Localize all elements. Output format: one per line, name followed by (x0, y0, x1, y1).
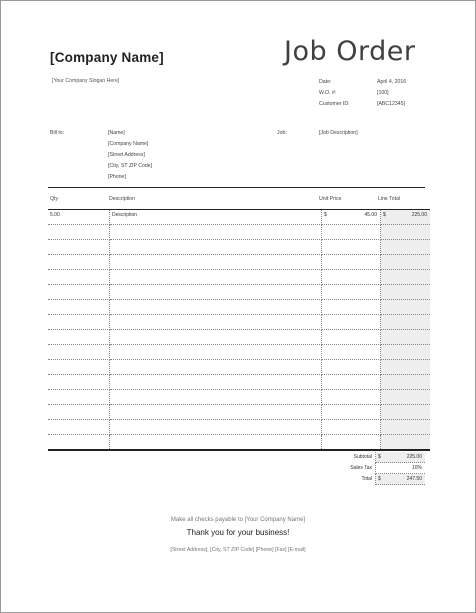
bill-to-street: [Street Address] (108, 152, 145, 158)
line-total-cell (381, 435, 431, 451)
description-cell[interactable] (110, 270, 322, 285)
description-cell[interactable] (110, 330, 322, 345)
unit-price-cell[interactable] (322, 210, 381, 225)
description-cell[interactable] (110, 225, 322, 240)
line-total-cell (381, 225, 431, 240)
line-total-cell (381, 420, 431, 435)
table-row (48, 330, 430, 345)
table-row (48, 255, 430, 270)
qty-cell[interactable] (48, 270, 110, 285)
total-currency: $ (378, 476, 381, 482)
table-row (48, 420, 430, 435)
bill-to-company: [Company Name] (108, 141, 149, 147)
date-value: April 4, 2016 (377, 79, 407, 85)
unit-price-cell[interactable] (322, 300, 381, 315)
description-cell[interactable] (110, 210, 322, 225)
unit-currency: $ (324, 212, 327, 218)
unit-price-value: 45.00 (364, 212, 377, 218)
qty-cell[interactable] (48, 315, 110, 330)
unit-price-cell[interactable] (322, 405, 381, 420)
description-cell[interactable] (110, 420, 322, 435)
unit-price-cell[interactable] (322, 330, 381, 345)
qty-cell[interactable] (48, 330, 110, 345)
subtotal-value: 225.00 (406, 454, 422, 460)
description-cell[interactable] (110, 285, 322, 300)
table-row (48, 360, 430, 375)
description-cell[interactable] (110, 405, 322, 420)
description-cell[interactable] (110, 345, 322, 360)
bill-to-label: Bill to: (50, 130, 65, 136)
qty-cell[interactable] (48, 210, 110, 225)
wo-value: [100] (377, 90, 389, 96)
qty-cell[interactable] (48, 255, 110, 270)
qty-cell[interactable] (48, 360, 110, 375)
table-row (48, 270, 430, 285)
qty-cell[interactable] (48, 405, 110, 420)
wo-label: W.O. #: (319, 90, 337, 96)
job-description: [Job Description] (319, 130, 358, 136)
total-cell (376, 474, 425, 485)
totals-block (317, 452, 425, 485)
line-total-cell (381, 240, 431, 255)
description-cell[interactable] (110, 300, 322, 315)
line-total-cell (381, 300, 431, 315)
total-label: Total (317, 474, 376, 485)
table-row (48, 435, 430, 451)
job-label: Job: (277, 130, 287, 136)
footer-address: [Street Address], [City, ST ZIP Code] [Phone] [Fax] [E-mail] (170, 547, 306, 553)
line-items-table (48, 209, 430, 451)
description-value: Description (112, 212, 138, 218)
line-currency: $ (383, 212, 386, 218)
description-cell[interactable] (110, 255, 322, 270)
line-total-cell (381, 315, 431, 330)
line-total-cell (381, 210, 431, 225)
unit-price-cell[interactable] (322, 285, 381, 300)
customer-id-value: [ABC12345] (377, 101, 405, 107)
line-total-cell (381, 255, 431, 270)
sales-tax-cell[interactable] (376, 463, 425, 474)
col-header-qty: Qty (50, 196, 59, 202)
header-divider (48, 187, 425, 188)
total-row (317, 474, 425, 485)
unit-price-cell[interactable] (322, 375, 381, 390)
unit-price-cell[interactable] (322, 240, 381, 255)
unit-price-cell[interactable] (322, 225, 381, 240)
thank-you-note: Thank you for your business! (186, 528, 290, 537)
unit-price-cell[interactable] (322, 360, 381, 375)
qty-cell[interactable] (48, 240, 110, 255)
sales-tax-label: Sales Tax (317, 463, 376, 474)
unit-price-cell[interactable] (322, 420, 381, 435)
line-total-cell (381, 270, 431, 285)
line-total-value: 225.00 (411, 212, 427, 218)
bill-to-city: [City, ST ZIP Code] (108, 163, 153, 169)
table-row (48, 375, 430, 390)
qty-cell[interactable] (48, 420, 110, 435)
col-header-unit-price: Unit Price (319, 196, 342, 202)
qty-cell[interactable] (48, 375, 110, 390)
bill-to-phone: [Phone] (108, 174, 126, 180)
description-cell[interactable] (110, 360, 322, 375)
line-total-cell (381, 345, 431, 360)
qty-cell[interactable] (48, 390, 110, 405)
description-cell[interactable] (110, 435, 322, 451)
col-header-description: Description (109, 196, 135, 202)
customer-id-label: Customer ID: (319, 101, 350, 107)
subtotal-row (317, 452, 425, 463)
line-total-cell (381, 390, 431, 405)
unit-price-cell[interactable] (322, 345, 381, 360)
line-total-cell (381, 405, 431, 420)
table-row (48, 300, 430, 315)
table-row (48, 210, 430, 225)
subtotal-currency: $ (378, 454, 381, 460)
sales-tax-row (317, 463, 425, 474)
description-cell[interactable] (110, 375, 322, 390)
table-row (48, 225, 430, 240)
date-label: Date: (319, 79, 332, 85)
qty-cell[interactable] (48, 285, 110, 300)
table-row (48, 345, 430, 360)
unit-price-cell[interactable] (322, 255, 381, 270)
company-name: [Company Name] (50, 50, 164, 65)
qty-cell[interactable] (48, 300, 110, 315)
description-cell[interactable] (110, 390, 322, 405)
unit-price-cell[interactable] (322, 270, 381, 285)
qty-cell[interactable] (48, 345, 110, 360)
unit-price-cell[interactable] (322, 315, 381, 330)
sales-tax-value: 10% (411, 465, 422, 471)
line-total-cell (381, 285, 431, 300)
line-total-cell (381, 330, 431, 345)
col-header-line-total: Line Total (378, 196, 401, 202)
company-slogan: [Your Company Slogan Here] (52, 78, 120, 84)
table-row (48, 285, 430, 300)
table-row (48, 315, 430, 330)
unit-price-cell[interactable] (322, 435, 381, 451)
bill-to-name: [Name] (108, 130, 125, 136)
qty-cell[interactable] (48, 225, 110, 240)
payable-note: Make all checks payable to [Your Company Name] (170, 517, 306, 523)
line-total-cell (381, 375, 431, 390)
qty-cell[interactable] (48, 435, 110, 451)
subtotal-label: Subtotal (317, 452, 376, 463)
document-title: Job Order (284, 36, 416, 67)
unit-price-cell[interactable] (322, 390, 381, 405)
description-cell[interactable] (110, 315, 322, 330)
table-row (48, 240, 430, 255)
total-value: 247.50 (406, 476, 422, 482)
table-row (48, 405, 430, 420)
description-cell[interactable] (110, 240, 322, 255)
table-row (48, 390, 430, 405)
subtotal-cell (376, 452, 425, 463)
line-total-cell (381, 360, 431, 375)
qty-value: 5.00 (50, 212, 60, 218)
